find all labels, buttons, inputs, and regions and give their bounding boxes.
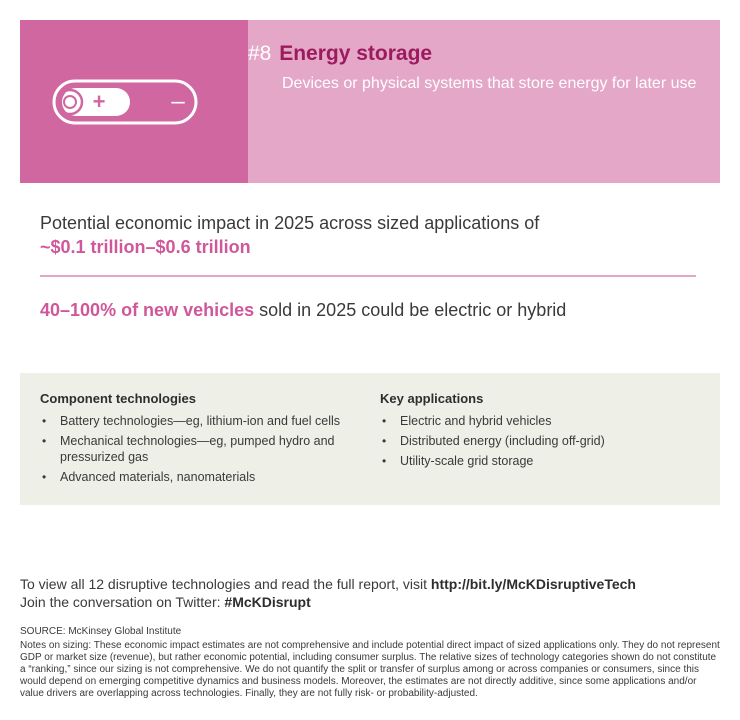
economic-impact bbox=[40, 211, 700, 259]
impact-value: ~$0.1 trillion–$0.6 trillion bbox=[40, 237, 251, 257]
list-item: • Distributed energy (including off-grid) bbox=[380, 433, 700, 449]
report-text: To view all 12 disruptive technologies and read the full report, visit bbox=[20, 576, 427, 592]
list-item: • Battery technologies—eg, lithium-ion and fuel cells bbox=[40, 413, 360, 429]
list-item: • Electric and hybrid vehicles bbox=[380, 413, 700, 429]
component-technologies bbox=[40, 390, 360, 489]
list-item: • Utility-scale grid storage bbox=[380, 453, 700, 469]
component-technologies-heading: Component technologies bbox=[40, 391, 196, 406]
header-banner bbox=[20, 20, 720, 183]
twitter-hashtag[interactable]: #McKDisrupt bbox=[224, 594, 311, 610]
page-title bbox=[248, 42, 432, 66]
report-link[interactable]: http://bit.ly/McKDisruptiveTech bbox=[430, 576, 636, 592]
details-panel bbox=[20, 373, 720, 505]
icon-panel bbox=[20, 20, 248, 183]
component-technologies-list bbox=[40, 413, 360, 485]
impact-text: Potential economic impact in 2025 across sized applications of bbox=[40, 213, 540, 233]
sizing-notes: Notes on sizing: These economic impact estimates are not comprehensive and include potential direct impact of sized applications only. They do not represent GDP or market size (revenue), but rather economic potential, including consumer surplus. The relative sizes of technology categories shown do not constitute a “ranking,” since our sizing is not comprehensive. We do not quantify the split or transfer of surplus among or across companies or consumers, since this would depend on emerging competitive dynamics and business models. Moreover, the estimates are not directly additive, since some applications and/or value drivers are overlapping across technologies. Finally, they are not fully risk- or probability-adjusted. bbox=[20, 640, 720, 699]
vehicles-statement bbox=[40, 298, 700, 322]
twitter-line bbox=[20, 593, 720, 611]
vehicles-rest: sold in 2025 could be electric or hybrid bbox=[259, 300, 567, 320]
footer-links bbox=[20, 575, 720, 611]
divider bbox=[40, 275, 696, 277]
list-item: • Advanced materials, nanomaterials bbox=[40, 469, 360, 485]
twitter-text: Join the conversation on Twitter: bbox=[20, 594, 221, 610]
key-applications-list bbox=[380, 413, 700, 469]
list-item: • Mechanical technologies—eg, pumped hydro and pressurized gas bbox=[40, 433, 360, 465]
source-note: SOURCE: McKinsey Global Institute bbox=[20, 626, 182, 637]
key-applications bbox=[380, 390, 700, 473]
battery-minus-label: – bbox=[171, 88, 185, 115]
battery-plus-label: + bbox=[92, 89, 106, 114]
title-text: Energy storage bbox=[279, 42, 433, 65]
title-number: #8 bbox=[248, 42, 272, 65]
battery-icon bbox=[50, 77, 220, 127]
report-line bbox=[20, 575, 720, 593]
subtitle: Devices or physical systems that store energy for later use bbox=[282, 75, 697, 92]
key-applications-heading: Key applications bbox=[380, 391, 484, 406]
vehicles-highlight: 40–100% of new vehicles bbox=[40, 300, 255, 320]
